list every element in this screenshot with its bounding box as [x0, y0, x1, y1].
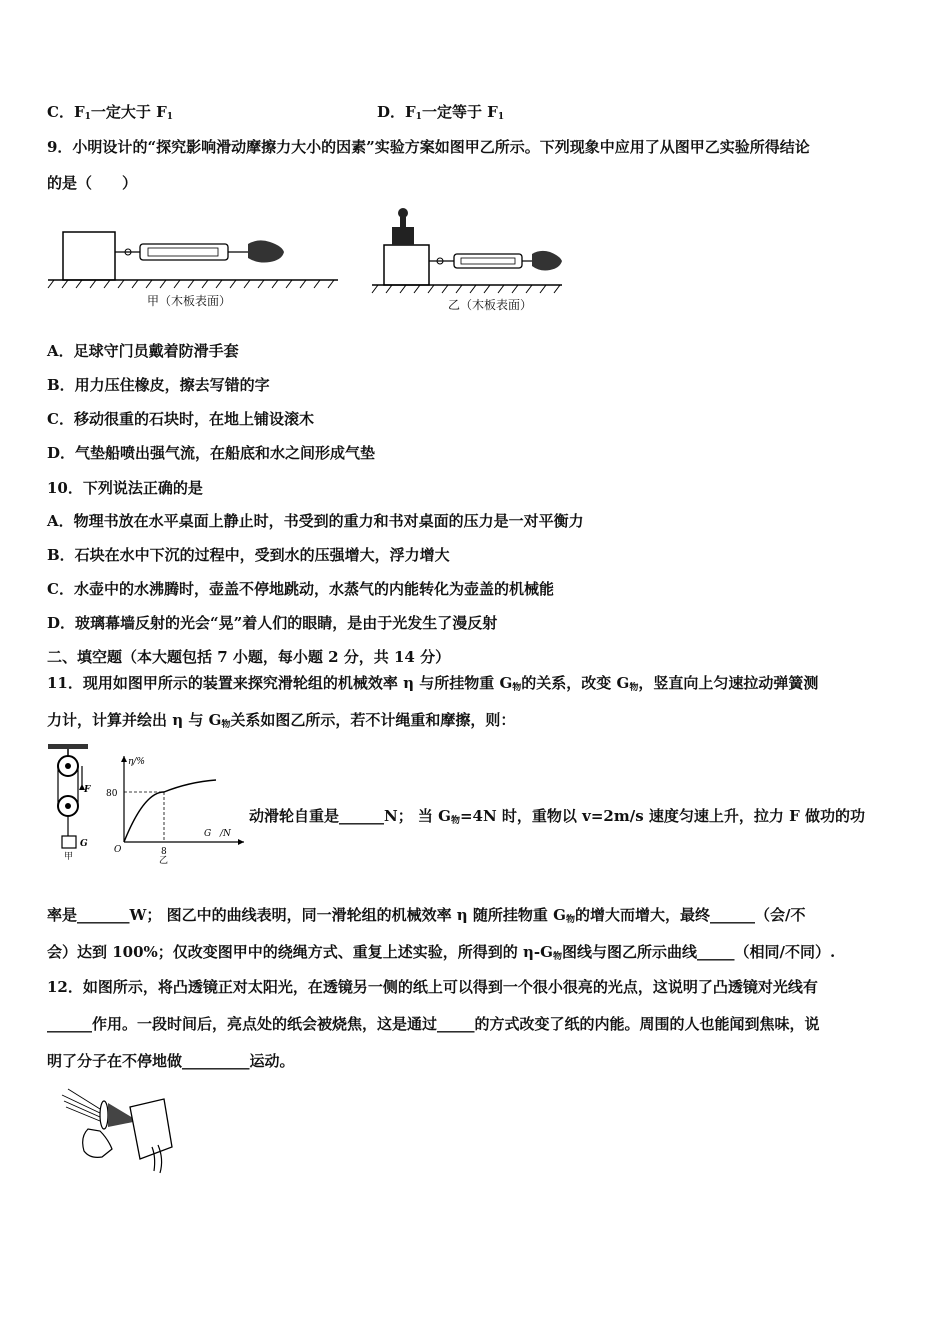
- q11-fig-80-label: 80: [106, 789, 118, 799]
- q12-line1: 12．如图所示，将凸透镜正对太阳光，在透镜另一侧的纸上可以得到一个很小很亮的光点，这说明了凸透镜对光线有: [47, 978, 818, 996]
- q11-line4: 率是_______W； 图乙中的曲线表明，同一滑轮组的机械效率 η 随所挂物重 $G_物$的增大而增大，最终______（会/不: [47, 906, 806, 925]
- q11-line5: 会）达到 100%；仅改变图甲中的绕绳方式、重复上述实验，所得到的 $\eta-G_物$图线与图乙所示曲线_____（相同/不同）.: [47, 943, 836, 962]
- q11-fig-g-label: G: [80, 839, 88, 849]
- q11-figure-yi: [106, 752, 248, 866]
- q12-lens-figure: [60, 1085, 180, 1180]
- q11-fig-n-label: /N: [220, 829, 231, 839]
- q11-fig-gx-label: G: [204, 829, 212, 839]
- q9-caption-yi: 乙（木板表面）: [448, 298, 533, 312]
- q11-fig-eta-label: η/%: [128, 757, 145, 767]
- q9-option-a: A．足球守门员戴着防滑手套: [47, 342, 239, 360]
- q8-option-d: D．$F_1$一定等于 $F_1$: [377, 103, 505, 122]
- q9-option-b: B．用力压住橡皮，擦去写错的字: [47, 376, 270, 394]
- q10-option-c: C．水壶中的水沸腾时，壶盖不停地跳动，水蒸气的内能转化为壶盖的机械能: [47, 580, 554, 598]
- q11-line2: 力计，计算并绘出 η 与 $G_物$关系如图乙所示，若不计绳重和摩擦，则：: [47, 711, 516, 730]
- q10-option-d: D．玻璃幕墙反射的光会“晃”着人们的眼睛，是由于光发生了漫反射: [47, 614, 498, 632]
- q11-line3: 动滑轮自重是______N； 当 $G_物=4N$ 时，重物以 v=2m/s 速度匀速上升，拉力 F 做功的功: [249, 807, 865, 826]
- q11-figure-jia: [44, 742, 114, 860]
- q11-fig-jia-label: 甲: [64, 852, 74, 862]
- q9-option-c: C．移动很重的石块时，在地上铺设滚木: [47, 410, 314, 428]
- q9-stem-line2: 的是（ ）: [47, 174, 138, 192]
- q11-fig-yi-label: 乙: [159, 856, 169, 866]
- q10-stem: 10．下列说法正确的是: [47, 479, 203, 497]
- q11-line1: 11．现用如图甲所示的装置来探究滑轮组的机械效率 η 与所挂物重 $G_物$的关系，改变 $G_物$，竖直向上匀速拉动弹簧测: [47, 674, 819, 693]
- q9-stem-line1: 9．小明设计的“探究影响滑动摩擦力大小的因素”实验方案如图甲乙所示。下列现象中应用了从图甲乙实验所得结论: [47, 138, 810, 156]
- q10-option-b: B．石块在水中下沉的过程中，受到水的压强增大，浮力增大: [47, 546, 450, 564]
- q12-line3: 明了分子在不停地做_________运动。: [47, 1052, 295, 1070]
- q11-fig-origin-label: O: [114, 845, 122, 855]
- q12-line2: ______作用。一段时间后，亮点处的纸会被烧焦，这是通过_____的方式改变了纸的内能。周围的人也能闻到焦味，说: [47, 1015, 820, 1033]
- q11-fig-f-label: F: [84, 785, 91, 795]
- q10-option-a: A．物理书放在水平桌面上静止时，书受到的重力和书对桌面的压力是一对平衡力: [47, 512, 584, 530]
- q9-option-d: D．气垫船喷出强气流，在船底和水之间形成气垫: [47, 444, 376, 462]
- q9-caption-jia: 甲（木板表面）: [147, 294, 232, 308]
- q8-option-c: C．$F_1$一定大于 $F_1$: [47, 103, 173, 122]
- section-heading: 二、填空题（本大题包括 7 小题，每小题 2 分，共 14 分）: [47, 648, 451, 666]
- q11-fig-8-label: 8: [161, 847, 167, 857]
